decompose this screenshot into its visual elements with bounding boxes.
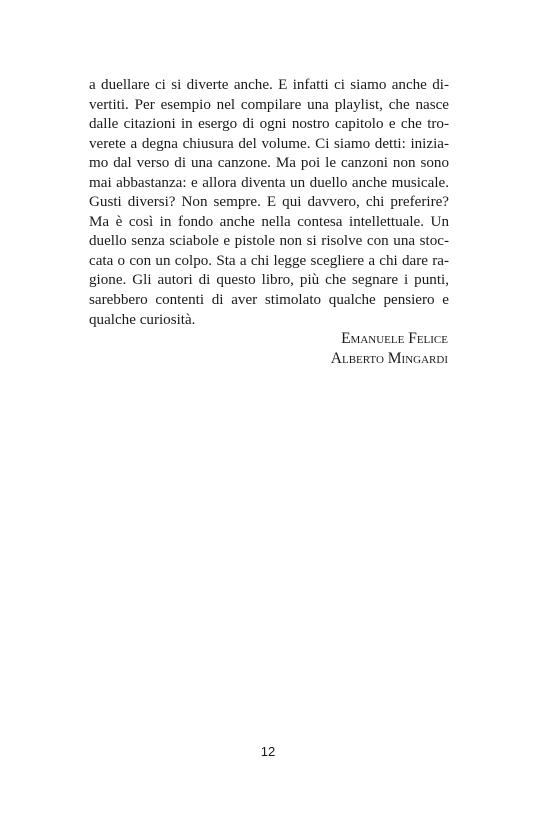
text-line: dalle citazioni in esergo di ogni nostro capitolo e che tro-: [89, 116, 449, 133]
text-line: cata o con un colpo. Sta a chi legge scegliere a chi dare ra-: [89, 252, 449, 269]
author-name-felice: Emanuele Felice: [341, 330, 448, 347]
text-line: Ma è così in fondo anche nella contesa intellettuale. Un: [89, 213, 449, 230]
text-line: mo dal verso di una canzone. Ma poi le canzoni non sono: [89, 155, 449, 172]
page-number: 12: [260, 744, 276, 759]
text-line: mai abbastanza: e allora diventa un duello anche musicale.: [89, 174, 449, 191]
text-line: Gusti diversi? Non sempre. E qui davvero, chi preferire?: [89, 194, 449, 211]
text-line: a duellare ci si diverte anche. E infatti ci siamo anche di-: [89, 77, 449, 93]
body-paragraph: [89, 76, 449, 330]
author-signature: [331, 329, 448, 369]
text-line: qualche curiosità.: [89, 311, 196, 328]
text-line: verete a degna chiusura del volume. Ci siamo detti: inizia-: [89, 135, 449, 152]
text-line: duello senza sciabole e pistole non si risolve con una stoc-: [89, 233, 449, 250]
text-line: gione. Gli autori di questo libro, più che segnare i punti,: [89, 272, 449, 289]
author-name-mingardi: Alberto Mingardi: [330, 350, 448, 367]
text-line: vertiti. Per esempio nel compilare una playlist, che nasce: [89, 96, 449, 113]
text-line: sarebbero contenti di aver stimolato qualche pensiero e: [89, 292, 449, 309]
